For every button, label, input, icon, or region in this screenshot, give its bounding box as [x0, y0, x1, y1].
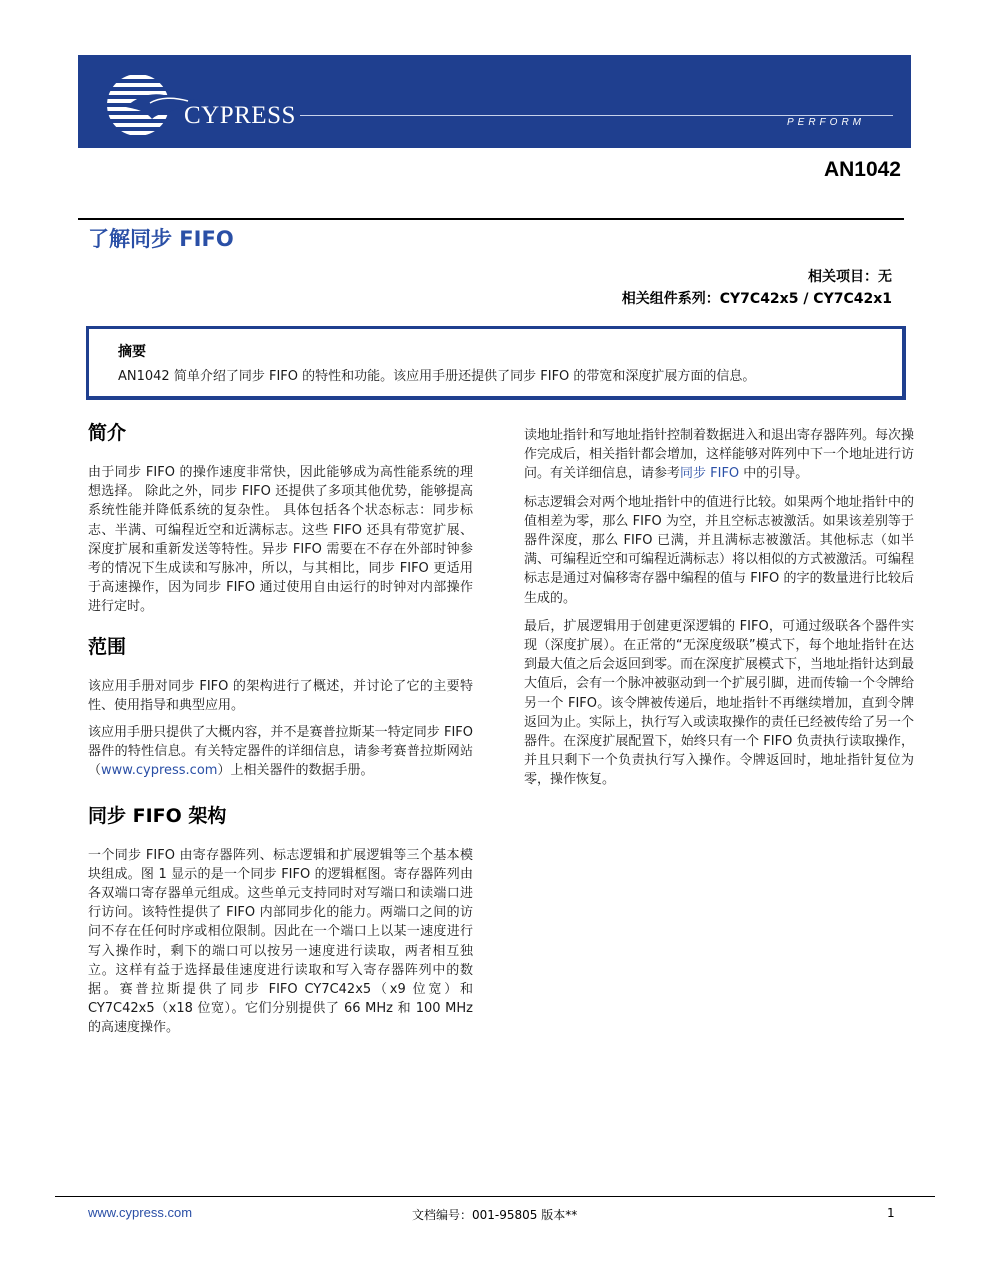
related-projects: 相关项目：无 — [808, 269, 892, 285]
footer-rule — [55, 1196, 935, 1197]
scope-paragraph-2 — [88, 723, 473, 781]
pointer-paragraph — [524, 426, 914, 484]
page-number: 1 — [887, 1206, 895, 1220]
right-column — [524, 426, 914, 790]
tagline: PERFORM — [787, 117, 865, 128]
page-title: 了解同步 FIFO — [88, 227, 234, 251]
intro-paragraph: 由于同步 FIFO 的操作速度非常快，因此能够成为高性能系统的理想选择。 除此之外，同步 FIFO 还提供了多项其他优势，能够提高系统性能并降低系统的复杂性。 具体包括各个状态标志：同步标志、半满、可编程近空和近满标志。这些 FIFO 还具有带宽扩展、深度扩展和重新发送等特性。异步 FIFO 需要在不存在外部时钟参考的情况下生成读和写脉冲，所以，与其相比，同步 FIFO 更适用于高速操作，因为同步 FIFO 通过使用自由运行的时钟对内部操作进行定时。 — [88, 465, 473, 615]
related-parts: 相关组件系列：CY7C42x5 / CY7C42x1 — [621, 291, 892, 307]
footer-doc-info: 文档编号：001-95805 版本** — [412, 1208, 578, 1222]
header-banner — [78, 55, 911, 148]
document-number: AN1042 — [823, 158, 901, 181]
left-column — [88, 420, 473, 1038]
section-heading-intro: 简介 — [88, 422, 127, 444]
section-heading-architecture: 同步 FIFO 架构 — [88, 804, 227, 827]
logo-wordmark: CYPRESS — [184, 102, 296, 129]
scope-paragraph-1: 该应用手册对同步 FIFO 的架构进行了概述，并讨论了它的主要特性、使用指导和典型应用。 — [88, 678, 473, 713]
footer-website-link[interactable]: www.cypress.com — [88, 1205, 193, 1220]
abstract-heading: 摘要 — [118, 344, 146, 360]
website-link[interactable]: www.cypress.com — [101, 763, 218, 779]
flag-logic-paragraph: 标志逻辑会对两个地址指针中的值进行比较。如果两个地址指针中的值相差为零，那么 FIFO 为空，并且空标志被激活。如果该差别等于器件深度，那么 FIFO 已满，并且满标志被激活。其他标志（如半满、可编程近空和可编程近满标志）将以相似的方式被激活。可编程标志是通过对偏移寄存器中编程的值与 FIFO 的字的数量进行比较后生成的。 — [524, 494, 915, 606]
meta-block — [622, 266, 892, 310]
scope-text-before: 该应用手册只提供了大概内容，并不是赛普拉斯某一特定同步 FIFO 器件的特性信息。有关特定器件的详细信息，请参考赛普拉斯网站（ — [88, 725, 473, 779]
section-heading-scope: 范围 — [88, 635, 127, 658]
scope-text-after: ）上相关器件的数据手册。 — [217, 763, 374, 779]
architecture-paragraph: 一个同步 FIFO 由寄存器阵列、标志逻辑和扩展逻辑等三个基本模块组成。图 1 显示的是一个同步 FIFO 的逻辑框图。寄存器阵列由各双端口寄存器单元组成。这些单元支持同时对写端口和读端口进行访问。该特性提供了 FIFO 内部同步化的能力。两端口之间的访问不存在任何时序或相位限制。因此在一个端口上以某一速度进行写入操作时，剩下的端口可以按另一速度进行读取，两者相互独立。这样有益于选择最佳速度进行读取和写入寄存器阵列中的数据。赛普拉斯提供了同步 FIFO CY7C42x5（x9 位宽）和 CY7C42x5（x18 位宽）。它们分别提供了 66 MHz 和 100 MHz 的高速度操作。 — [88, 847, 473, 1036]
pointer-text-after: 中的引导。 — [739, 466, 809, 482]
abstract-box — [86, 326, 906, 400]
banner-divider — [300, 115, 893, 116]
abstract-body: AN1042 简单介绍了同步 FIFO 的特性和功能。该应用手册还提供了同步 FIFO 的带宽和深度扩展方面的信息。 — [118, 369, 756, 384]
sync-fifo-link[interactable]: 同步 FIFO — [680, 466, 740, 482]
expansion-logic-paragraph: 最后，扩展逻辑用于创建更深逻辑的 FIFO，可通过级联各个器件实现（深度扩展）。在正常的“无深度级联”模式下，每个地址指针在达到最大值之后会返回到零。而在深度扩展模式下，当地址指针达到最大值后，会有一个脉冲被驱动到一个扩展引脚，进而传输一个令牌给另一个 FIFO。该令牌被传递后，地址指针不再继续增加，直到令牌返回为止。实际上，执行写入或读取操作的责任已经被传给了另一个器件。在深度扩展配置下，始终只有一个 FIFO 负责执行读取操作，并且只剩下一个负责执行写入操作。令牌返回时，地址指针复位为零，操作恢复。 — [524, 618, 915, 788]
title-rule — [78, 218, 904, 220]
pointer-text-before: 读地址指针和写地址指针控制着数据进入和退出寄存器阵列。每次操作完成后，相关指针都会增加，这样能够对阵列中下一个地址进行访问。有关详细信息，请参考 — [524, 428, 915, 482]
